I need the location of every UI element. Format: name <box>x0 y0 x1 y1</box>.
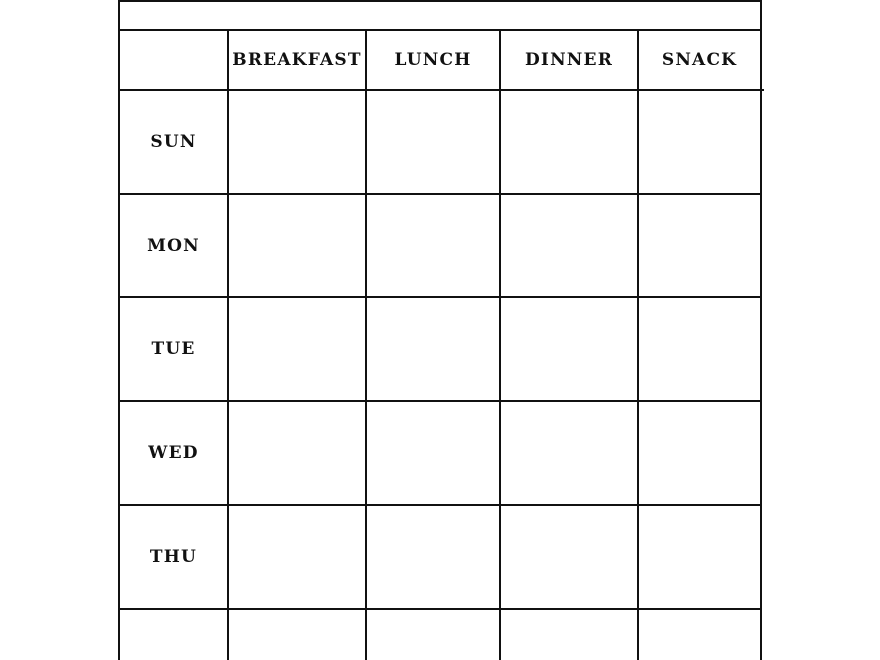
meal-cell-thu-dinner[interactable] <box>501 506 637 608</box>
meal-cell-wed-snack[interactable] <box>639 402 760 504</box>
row-header-wed: WED <box>148 443 199 463</box>
grid-line-right <box>760 0 762 660</box>
row-header-thu: THU <box>149 547 198 567</box>
meal-cell-thu-lunch[interactable] <box>367 506 499 608</box>
meal-cell-wed-breakfast[interactable] <box>229 402 365 504</box>
meal-cell-mon-lunch[interactable] <box>367 195 499 296</box>
meal-cell-wed-dinner[interactable] <box>501 402 637 504</box>
column-header-dinner: DINNER <box>524 50 614 70</box>
meal-cell-wed-lunch[interactable] <box>367 402 499 504</box>
meal-cell-sun-snack[interactable] <box>639 91 760 193</box>
meal-cell-tue-breakfast[interactable] <box>229 298 365 400</box>
meal-cell-thu-breakfast[interactable] <box>229 506 365 608</box>
grid-line-row <box>118 608 762 610</box>
meal-cell-sun-breakfast[interactable] <box>229 91 365 193</box>
meal-cell-mon-breakfast[interactable] <box>229 195 365 296</box>
grid-line-top <box>118 0 762 2</box>
meal-cell-thu-snack[interactable] <box>639 506 760 608</box>
row-header-tue: TUE <box>151 339 196 359</box>
meal-cell-sun-dinner[interactable] <box>501 91 637 193</box>
column-header-snack: SNACK <box>661 50 738 70</box>
meal-cell-tue-lunch[interactable] <box>367 298 499 400</box>
meal-cell-mon-snack[interactable] <box>639 195 760 296</box>
row-header-mon: MON <box>147 235 200 256</box>
row-header-sun: SUN <box>150 132 197 152</box>
meal-cell-tue-snack[interactable] <box>639 298 760 400</box>
meal-cell-mon-dinner[interactable] <box>501 195 637 296</box>
column-header-breakfast: BREAKFAST <box>232 50 362 70</box>
meal-cell-sun-lunch[interactable] <box>367 91 499 193</box>
column-header-lunch: LUNCH <box>394 50 472 70</box>
meal-cell-tue-dinner[interactable] <box>501 298 637 400</box>
